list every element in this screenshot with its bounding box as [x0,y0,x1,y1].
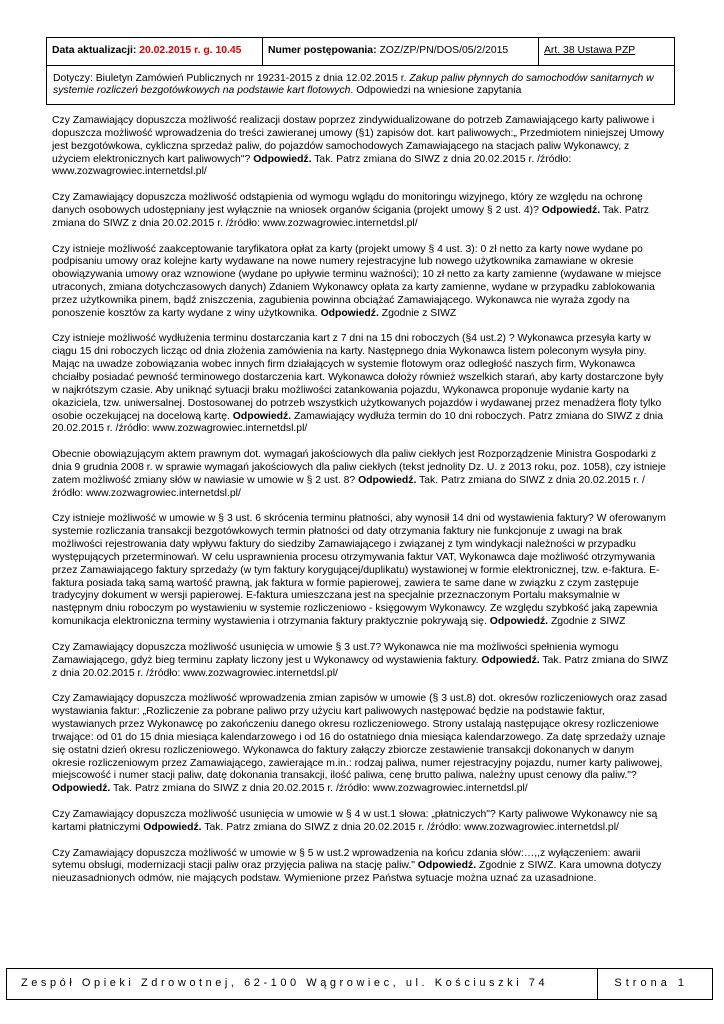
answer-text: Zgodnie z SIWZ [548,616,626,628]
question-text: Obecnie obowiązującym aktem prawnym dot. wymagań jakościowych dla paliw ciekłych jest Rozporządzenie Ministra Gospodarki z dnia 9 grudnia 2008 r. w sprawie wymagań jakościowych dla paliw ciekłych (tekst jednolity Dz. U. z 2013 roku, poz. 1058), czy istnieje zatem możliwość zmiany słów w nawiasie w umowie w § 2 ust. 8? [52,449,666,486]
answer-text: Tak. Patrz zmiana do SIWZ z dnia 20.02.2015 r. /źródło: www.zozwagrowiec.internetdsl.pl/ [52,153,572,178]
footer-address: Zespół Opieki Zdrowotnej, 62-100 Wągrowiec, ul. Kościuszki 74 [21,977,549,989]
question-text: Czy Zamawiający dopuszcza możliwość usunięcia w umowie w § 4 w ust.1 słowa: „płatniczych"? Karty paliwowe Wykonawcy nie są kartami płatniczymi [52,808,658,833]
qa-paragraph-2 [52,192,670,231]
subject-prefix: Dotyczy: Biuletyn Zamówień Publicznych nr 19231-2015 z dnia 12.02.2015 r. [53,72,410,84]
answer-label: Odpowiedź. [253,153,312,165]
answer-text: Zamawiający wydłuża termin do 10 dni roboczych. Patrz zmiana do SIWZ z dnia 20.02.2015 r. /źródło: www.zozwagrowiec.internetdsl.pl/ [52,410,664,435]
qa-paragraph-5 [52,449,670,500]
footer-divider [597,969,598,999]
legal-basis: Art. 38 Ustawa PZP [544,45,636,57]
qa-paragraph-1 [52,115,670,179]
page-footer [6,968,713,1000]
subject-title: Zakup paliw płynnych do samochodów sanitarnych w systemie rozliczeń bezgotówkowych na podstawie kart flotowych [53,72,654,96]
procedure-number-value: ZOZ/ZP/PN/DOS/05/2/2015 [379,45,509,57]
page-number: Strona 1 [614,977,688,989]
update-date-cell [47,38,263,66]
answer-label: Odpowiedź. [320,307,379,319]
question-text: Czy Zamawiający dopuszcza możliwość odstąpienia od wymogu wglądu do monitoringu wizyjnego, który ze względu na ochronę danych osobowych udostępniany jest wyłącznie na wniosek organów ścigania (projekt umowy § 2 ust. 4)? [52,192,643,216]
update-date-label: Data aktualizacji: [52,45,137,57]
qa-paragraph-10 [52,848,670,887]
answer-label: Odpowiedź. [481,654,540,666]
qa-body [52,115,670,899]
answer-label: Odpowiedź. [52,783,111,795]
answer-text: Tak. Patrz zmiana do SIWZ z dnia 20.02.2015 r. /źródło: www.zozwagrowiec.internetdsl.pl/ [201,821,619,833]
qa-paragraph-7 [52,642,670,681]
answer-label: Odpowiedź. [417,860,477,872]
answer-text: Tak. Patrz zmiana do SIWZ z dnia 20.02.2015 r. /źródło: www.zozwagrowiec.internetdsl.pl/ [110,783,528,795]
question-text: Czy Zamawiający dopuszcza możliwość realizacji dostaw poprzez zindywidualizowane do potrzeb Zamawiającego karty paliwowe i dopuszcza możliwość wprowadzenia do treści zawieranej umowy (§1) zapisów dot. kart paliwowych:„ Przedmiotem niniejszej Umowy jest bezgotówkowa, cykliczna sprzedaż paliw, do pojazdów samochodowych Zamawiającego na stacjach paliw Wykonawcy, z użyciem elektronicznych kart paliwowych"? [52,115,665,165]
answer-label: Odpowiedź. [143,821,202,833]
qa-paragraph-6 [52,513,670,629]
question-text: Czy Zamawiający dopuszcza możliwość wprowadzenia zmian zapisów w umowie (§ 3 ust.8) dot. okresów rozliczeniowych oraz zasad wystawiania faktur: „Rozliczenie za pobrane paliwo przy użyciu kart paliwowych następować będzie na podstawie faktur, wystawianych przez Wykonawcę po zakończeniu danego okresu rozliczeniowego. Strony ustalają następujące okresy rozliczeniowe trwające: od 01 do 15 dnia miesiąca kalendarzowego i od 16 do ostatniego dnia miesiąca kalendarzowego. Za datę sprzedaży uznaje się ostatni dzień okresu rozliczeniowego. Wykonawca do faktury załączy zbiorcze zestawienie transakcji dokonanych w danym okresie rozliczeniowym przez Zamawiającego, zawierające m.in.: rodzaj paliwa, numer rejestracyjny pojazdu, numer karty paliwowej, miejscowość i numer stacji paliw, datę dokonania transakcji, ilość paliwa, cenę brutto paliwa, należny upust cenowy dla paliw."? [52,693,668,782]
update-date-value: 20.02.2015 r. g. 10.45 [139,45,242,57]
procedure-number-cell [263,38,539,66]
qa-paragraph-9 [52,809,670,835]
qa-paragraph-4 [52,333,670,436]
qa-paragraph-8 [52,693,670,796]
question-text: Czy Zamawiający dopuszcza możliwość usunięcia w umowie § 3 ust.7? Wykonawca nie ma możliwości spełnienia wymogu Zamawiającego, gdyż bieg terminu zapłaty liczony jest u Wykonawcy od wystawienia faktury. [52,641,619,666]
legal-basis-cell [539,38,675,66]
answer-text: Tak. Patrz zmiana do SIWZ z dnia 20.02.2015 r. /źródło: www.zozwagrowiec.internetdsl.pl/ [52,204,650,229]
answer-label: Odpowiedź. [358,474,417,486]
question-text: Czy istnieje możliwość zaakceptowanie taryfikatora opłat za karty (projekt umowy § 4 ust. 3): 0 zł netto za karty nowe wydane po podpisaniu umowy oraz kolejne karty wydawane na nowe numery rejestracyjne lub nowego użytkownika zamawiane w okresie obowiązywania umowy oraz wznowione (wydane po upływie terminu ważności); 10 zł netto za karty zamienne (wydawane w miejsce utraconych, zmiana dotychczasowych danych) Zdaniem Wykonawcy opłata za karty zamienne, wydane w przypadku zablokowania przez użytkownika pinem, bądź zniszczenia, zagubienia powinna obciążać Zamawiającego. Wykonawca nie wyraża zgody na ponoszenie kosztów za karty wydane z winy użytkownika. [52,243,662,319]
question-text: Czy Zamawiający dopuszcza możliwość w umowie w § 5 w ust.2 wprowadzenia na końcu zdania słów:…,,z wyłączeniem: awarii sytemu obsługi, modernizacji stacji paliw oraz przyjęcia paliwa na stację paliw." [52,847,641,872]
answer-text: Zgodnie z SIWZ. Kara umowna dotyczy nieuzasadnionych odmów, nie mających podstaw. Wymienione przez Państwa sytuacje można uznać za uzasadnione. [52,860,662,885]
document-header-table [46,37,675,105]
procedure-number-label: Numer postępowania: [268,45,377,57]
question-text: Czy istnieje możliwość wydłużenia terminu dostarczania kart z 7 dni na 15 dni roboczych (§4 ust.2) ? Wykonawca przesyła karty w ciągu 15 dni roboczych licząc od dnia złożenia zamówienia na karty. Następnego dnia Wykonawca listem poleconym wysyła piny. Mając na uwadze zobowiązania wobec innych firm działających w systemie flotowym oraz odległość naszych firm, Wykonawca chciałby posiadać pewność terminowego dostarczenia kart. Wykonawca dołoży również wszelkich starań, aby karty dostarczone były w najkrótszym czasie. Aby uniknąć sytuacji braku możliwości zatankowania pojazdu, Wykonawca proponuje wydanie karty na okaziciela, tzw. uniwersalnej. Dostosowanej do potrzeb wszystkich użytkowanych pojazdów i wydawanej przez menadżera floty tylko osobie oczekującej na docelową kartę. [52,333,664,422]
answer-text: Tak. Patrz zmiana do SIWZ z dnia 20.02.2015 r. /źródło: www.zozwagrowiec.internetdsl.pl/ [52,474,645,499]
answer-text: Tak. Patrz zmiana do SIWZ z dnia 20.02.2015 r. /źródło: www.zozwagrowiec.internetdsl.pl/ [52,654,669,679]
qa-paragraph-3 [52,244,670,321]
answer-label: Odpowiedź. [541,204,601,216]
subject-cell [47,66,675,105]
answer-text: Zgodnie z SIWZ [378,307,457,319]
question-text: Czy istnieje możliwość w umowie w § 3 ust. 6 skrócenia terminu płatności, aby wynosił 14 dni od wystawienia faktury? W oferowanym systemie rozliczania transakcji bezgotówkowych termin płatności od daty otrzymania faktury nie funkcjonuje z uwagi na brak możliwości rejestrowania daty wpływu faktury do siedziby Zamawiającego i związanej z tym windykacji należności w przypadku występujących przeterminowań. W celu usprawnienia procesu otrzymywania faktur VAT, Wykonawca daje możliwość otrzymywania przez Zamawiającego faktury sprzedaży (w tym faktury korygującej/duplikatu) wystawionej w formie elektronicznej, tzw. e-faktura. E-faktura posiada taką samą wartość prawną, jak faktura w formie papierowej, zawiera te same dane w związku z czym zastępuje tradycyjny dokument w wersji papierowej. E-faktura umieszczana jest na specjalnie przeznaczonym Portalu maksymalnie w następnym dniu roboczym po wystawieniu w systemie rozliczeniowo - księgowym Wykonawcy. Ze względu szybkość jaką zapewnia komunikacja elektroniczna terminy wystawienia i otrzymania faktury praktycznie pokrywają się. [52,513,666,628]
answer-label: Odpowiedź. [232,410,292,422]
answer-label: Odpowiedź. [489,616,549,628]
subject-suffix: . Odpowiedzi na wniesione zapytania [350,85,522,96]
